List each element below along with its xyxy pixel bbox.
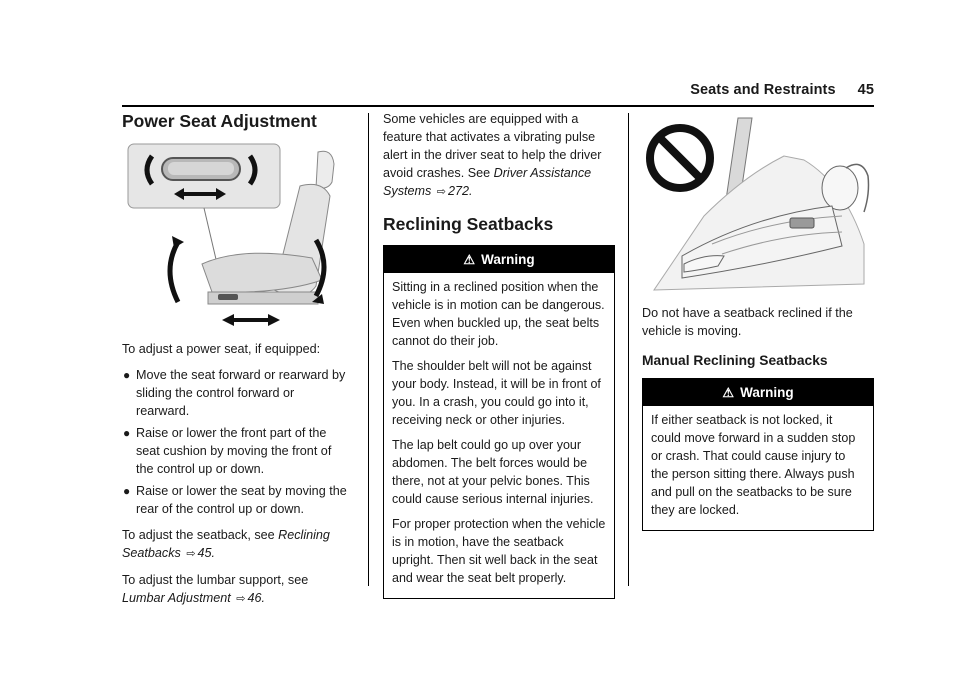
lumbar-reference: To adjust the lumbar support, see Lumbar Adjustment ⇨ 46. (122, 573, 309, 605)
column-3 (642, 110, 874, 541)
column-divider (368, 113, 369, 586)
subsection-heading: Manual Reclining Seatbacks (642, 353, 828, 368)
caption-text: Do not have a seatback reclined if the vehicle is moving. (642, 306, 853, 338)
warning-paragraph: The shoulder belt will not be against your body. Instead, it will be in front of you. In a crash, you could go into it, receiving neck or other injuries. (392, 359, 601, 427)
lumbar-adjustment-link[interactable]: Lumbar Adjustment (122, 591, 231, 605)
reclined-occupant-illustration (642, 114, 872, 292)
warning-body (384, 273, 614, 598)
warning-triangle-icon: ⚠ (722, 385, 735, 400)
warning-paragraph: For proper protection when the vehicle is in motion, have the seatback upright. Then sit well back in the seat and wear the seat belt properly. (392, 517, 606, 585)
list-item: ● Move the seat forward or rearward by sliding the control forward or rearward. (123, 368, 346, 418)
warning-header: ⚠ Warning (384, 246, 614, 273)
warning-paragraph: If either seatback is not locked, it could move forward in a sudden stop or crash. That could cause injury to the person sitting there. Always push and pull on the seatbacks to be sure they are locked. (651, 413, 856, 517)
section-heading: Power Seat Adjustment (122, 111, 317, 131)
page-ref: 46. (247, 591, 265, 605)
bullet-icon: ● (123, 484, 131, 498)
xref-arrow-icon: ⇨ (186, 548, 196, 560)
bullet-icon: ● (123, 368, 131, 382)
column-divider (628, 113, 629, 586)
section-heading: Reclining Seatbacks (383, 214, 554, 234)
seatback-reference: To adjust the seatback, see Reclining Seatbacks ⇨ 45. (122, 528, 330, 560)
page-ref: 272. (448, 184, 473, 198)
warning-triangle-icon: ⚠ (463, 252, 476, 267)
running-head (690, 82, 874, 98)
warning-paragraph: The lap belt could go up over your abdomen. The belt forces would be there, not at your pelvic bones. This could cause serious internal injuries. (392, 438, 594, 506)
warning-box (383, 245, 615, 599)
reclining-seatbacks-link[interactable]: Reclining Seatbacks (122, 528, 330, 560)
list-item: ● Raise or lower the seat by moving the rear of the control up or down. (123, 484, 347, 516)
xref-arrow-icon: ⇨ (436, 186, 447, 198)
alert-feature-text: Some vehicles are equipped with a feature that activates a vibrating pulse alert in the driver seat to help the driver avoid crashes. See Driver Assistance Systems ⇨ 272. (383, 112, 602, 198)
bullet-icon: ● (123, 426, 131, 440)
warning-paragraph: Sitting in a reclined position when the vehicle is in motion can be dangerous. Even when buckled up, the seat belts cannot do their job. (392, 280, 605, 348)
column-2 (383, 110, 615, 609)
warning-header: ⚠ Warning (643, 379, 873, 406)
driver-assistance-link[interactable]: Driver Assistance Systems (383, 166, 592, 198)
list-item: ● Raise or lower the front part of the seat cushion by moving the front of the control up or down. (123, 426, 332, 476)
intro-text: To adjust a power seat, if equipped: (122, 342, 321, 356)
warning-box (642, 378, 874, 531)
page-number: 45 (857, 82, 874, 98)
power-seat-illustration (122, 142, 350, 328)
adjustment-list (122, 366, 350, 518)
header-rule (122, 105, 874, 107)
page-ref: 45. (197, 546, 216, 560)
warning-body (643, 406, 873, 530)
section-title: Seats and Restraints (690, 82, 836, 98)
column-1 (122, 110, 350, 616)
xref-arrow-icon: ⇨ (236, 593, 246, 605)
